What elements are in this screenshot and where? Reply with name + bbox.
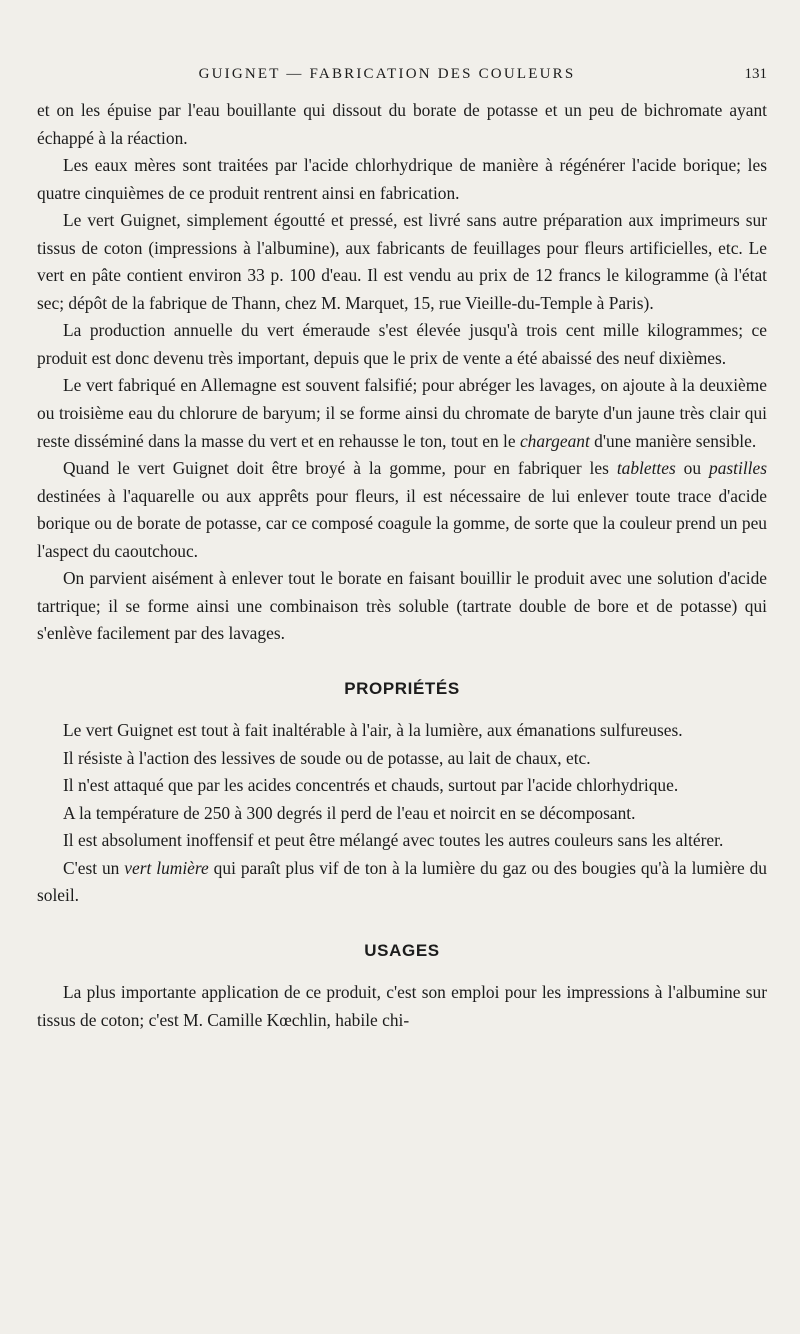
spacer bbox=[37, 965, 767, 979]
paragraph-inoffensif: Il est absolument inoffensif et peut être mélangé avec toutes les autres couleurs sans les altérer. bbox=[63, 830, 724, 851]
paragraph-eaux-meres: Les eaux mères sont traitées par l'acide chlorhydrique de manière à régénérer l'acide borique; les quatre cinquièmes de ce produit rentrent ainsi en fabrication. bbox=[37, 155, 767, 203]
section-heading-proprietes: PROPRIÉTÉS bbox=[344, 679, 460, 699]
italic-term: pastilles bbox=[709, 458, 767, 479]
paragraph-application: La plus importante application de ce produit, c'est son emploi pour les impressions à l'albumine sur tissus de coton; c'est M. Camille Kœchlin, habile chi- bbox=[37, 981, 767, 1030]
paragraph-vert-lumiere bbox=[37, 855, 767, 910]
paragraph-vert-guignet-livraison: Le vert Guignet, simplement égoutté et pressé, est livré sans autre préparation aux imprimeurs sur tissus de coton (impressions à l'albumine), aux fabricants de feuillages pour fleurs artificielles, etc. Le vert en pâte contient environ 33 p. 100 d'eau. Il est vendu au prix de 12 francs le kilogramme (à l'état sec; dépôt de la fabrique de Thann, chez M. Marquet, 15, rue Vieille-du-Temple à Paris). bbox=[37, 210, 767, 313]
paragraph-inalterable: Le vert Guignet est tout à fait inaltérable à l'air, à la lumière, aux émanations sulfureuses. bbox=[63, 720, 683, 741]
text-run: Le vert fabriqué en Allemagne est souvent falsifié; pour abréger les lavages, on ajoute à la deuxième ou troisième eau du chlorure de baryum; il se forme ainsi du chromate de baryte d'un jaune très clair qui reste disséminé dans la masse du vert et en rehausse le ton, tout en le bbox=[37, 375, 767, 451]
paragraph-production-annuelle: La production annuelle du vert émeraude s'est élevée jusqu'à trois cent mille kilogrammes; ce produit est donc devenu très important, depuis que le prix de vente a été abaissé des neuf dixièmes. bbox=[37, 320, 767, 368]
text-run: d'une manière sensible. bbox=[589, 430, 757, 451]
text-run: Quand le vert Guignet doit être broyé à la gomme, pour en fabriquer les bbox=[63, 458, 617, 479]
italic-term: chargeant bbox=[519, 430, 590, 451]
paragraph-acides: Il n'est attaqué que par les acides concentrés et chauds, surtout par l'acide chlorhydrique. bbox=[63, 775, 679, 796]
italic-term: vert lumière bbox=[124, 857, 209, 878]
paragraph-resiste: Il résiste à l'action des lessives de soude ou de potasse, au lait de chaux, etc. bbox=[63, 747, 591, 768]
text-run: qui paraît plus vif de ton à la lumière du gaz ou des bougies qu'à la lumière du soleil. bbox=[37, 857, 768, 906]
section-heading-usages: USAGES bbox=[364, 941, 440, 961]
paragraph-broyage-gomme bbox=[37, 455, 767, 565]
running-title: GUIGNET — FABRICATION DES COULEURS bbox=[198, 66, 576, 82]
paragraph-temperature: A la température de 250 à 300 degrés il perd de l'eau et noircit en se décomposant. bbox=[63, 802, 636, 823]
paragraph-enlever-borate: On parvient aisément à enlever tout le borate en faisant bouillir le produit avec une solution d'acide tartrique; il se forme ainsi une combinaison très soluble (tartrate double de bore et de potasse) qui s'enlève facilement par des lavages. bbox=[37, 568, 767, 644]
spacer bbox=[37, 910, 767, 938]
body-text bbox=[37, 97, 767, 1034]
text-run: ou bbox=[675, 458, 709, 479]
text-run: C'est un bbox=[63, 857, 125, 878]
italic-term: tablettes bbox=[616, 458, 676, 479]
paragraph-falsification bbox=[37, 372, 767, 455]
spacer bbox=[37, 648, 767, 676]
paragraph-continuation: et on les épuise par l'eau bouillante qui dissout du borate de potasse et un peu de bichromate ayant échappé à la réaction. bbox=[37, 100, 767, 148]
running-head bbox=[37, 62, 767, 88]
spacer bbox=[37, 703, 767, 717]
text-run: destinées à l'aquarelle ou aux apprêts pour fleurs, il est nécessaire de lui enlever toute trace d'acide borique ou de borate de potasse, car ce composé coagule la gomme, de sorte que la couleur prend un peu l'aspect du caoutchouc. bbox=[37, 485, 767, 561]
page-number: 131 bbox=[744, 66, 767, 82]
